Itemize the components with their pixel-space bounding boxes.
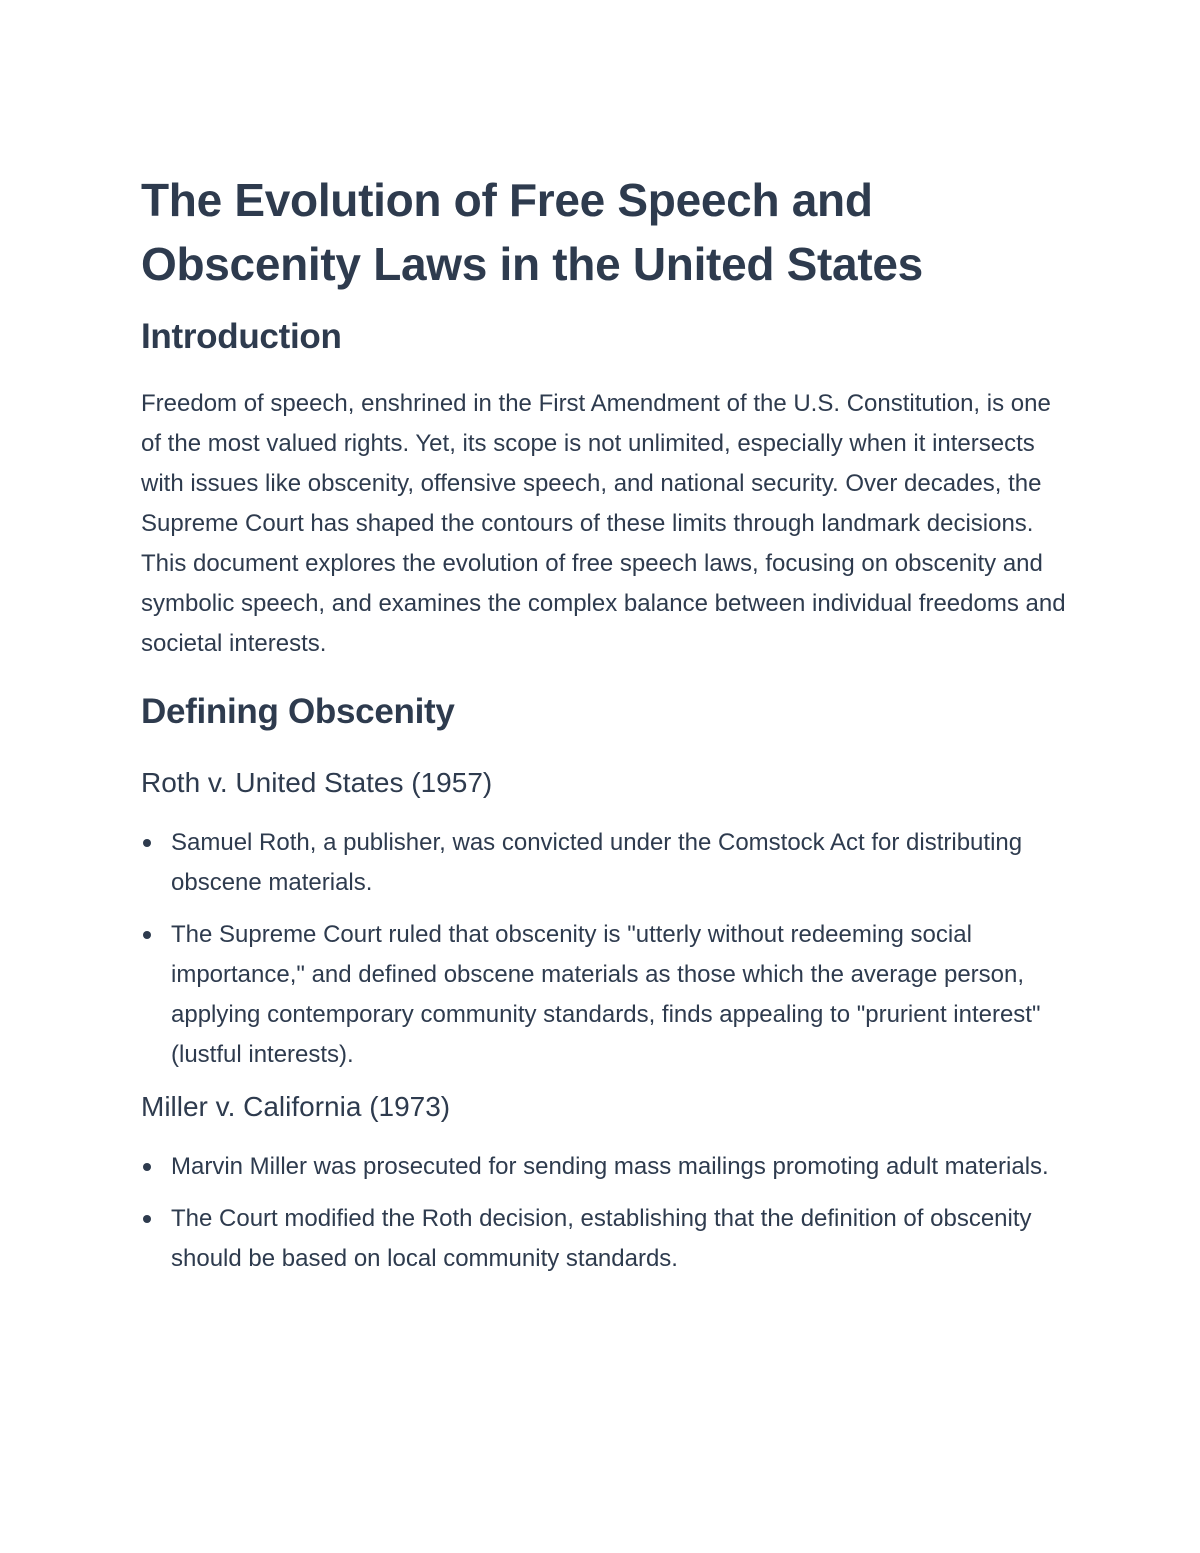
introduction-heading: Introduction <box>141 317 342 356</box>
document-page <box>141 168 1071 1291</box>
list-item-text: Marvin Miller was prosecuted for sending mass mailings promoting adult materials. <box>171 1153 1049 1180</box>
introduction-paragraph: Freedom of speech, enshrined in the First Amendment of the U.S. Constitution, is one of the most valued rights. Yet, its scope is not unlimited, especially when it intersects with issues like obscenity, offensive speech, and national security. Over decades, the Supreme Court has shaped the contours of these limits through landmark decisions. This document explores the evolution of free speech laws, focusing on obscenity and symbolic speech, and examines the complex balance between individual freedoms and societal interests. <box>141 390 1066 657</box>
miller-bullet-list <box>141 1147 1071 1279</box>
list-item-text: The Court modified the Roth decision, establishing that the definition of obscenity should be based on local community standards. <box>171 1205 1032 1272</box>
bullet-icon <box>143 931 151 939</box>
list-item <box>141 915 1071 1075</box>
list-item <box>141 1147 1071 1187</box>
defining-obscenity-heading: Defining Obscenity <box>141 692 455 731</box>
case-heading-miller: Miller v. California (1973) <box>141 1091 451 1122</box>
document-title: The Evolution of Free Speech and Obscenity Laws in the United States <box>141 174 923 290</box>
case-heading-roth: Roth v. United States (1957) <box>141 767 493 798</box>
bullet-icon <box>143 1215 151 1223</box>
list-item-text: The Supreme Court ruled that obscenity is "utterly without redeeming social importance," and defined obscene materials as those which the average person, applying contemporary community standards, finds appealing to "prurient interest" (lustful interests). <box>171 921 1041 1068</box>
list-item-text: Samuel Roth, a publisher, was convicted under the Comstock Act for distributing obscene materials. <box>171 829 1023 896</box>
list-item <box>141 1199 1071 1279</box>
roth-bullet-list <box>141 823 1071 1075</box>
list-item <box>141 823 1071 903</box>
bullet-icon <box>143 839 151 847</box>
bullet-icon <box>143 1163 151 1171</box>
